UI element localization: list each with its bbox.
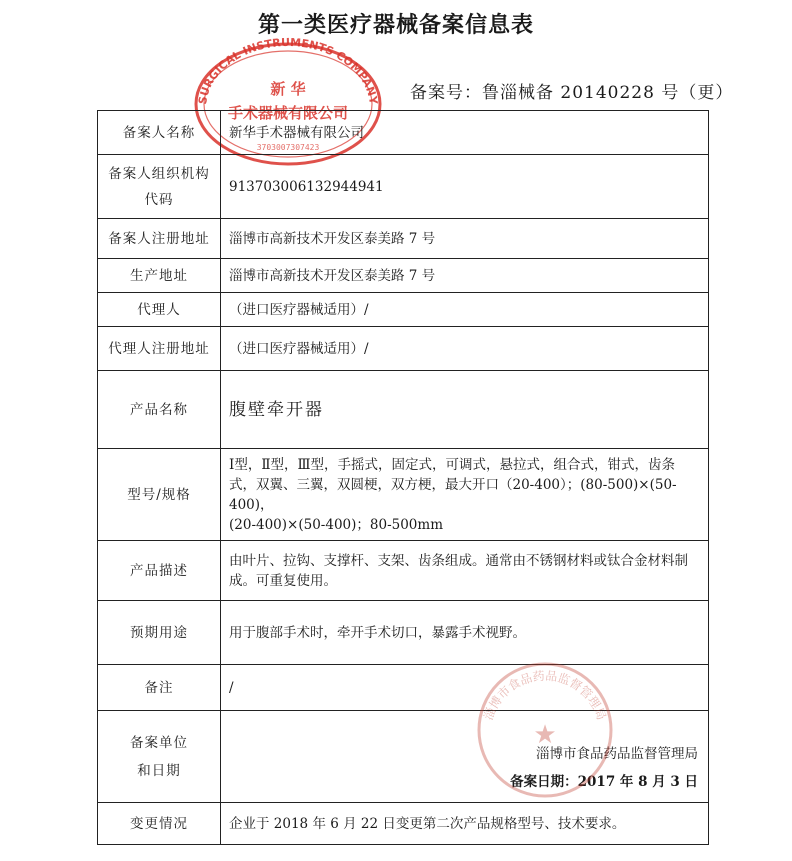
label-model: 型号/规格 xyxy=(98,449,221,541)
label-reg-address: 备案人注册地址 xyxy=(98,219,221,259)
authority-seal xyxy=(470,655,620,805)
authority-seal-text: 淄博市食品药品监督管理局 xyxy=(481,668,609,722)
label-changes: 变更情况 xyxy=(98,803,221,845)
seal-serial: 3703007307423 xyxy=(256,143,320,152)
value-applicant: 新华手术器械有限公司 xyxy=(221,111,709,155)
record-number: 备案号：鲁淄械备 20140228 号（更） xyxy=(410,83,734,103)
row-product-name xyxy=(98,371,709,449)
value-agent-address: （进口医疗器械适用）/ xyxy=(221,327,709,371)
value-model-line2: 式，双翼、三翼，双圆梗，双方梗，最大开口（20-400）；(80-500)×(50-400)， xyxy=(229,476,677,513)
approval-date: 备案日期：2017 年 8 月 3 日 xyxy=(510,773,698,790)
svg-text:淄博市食品药品监督管理局 xyxy=(481,669,609,722)
label-agent: 代理人 xyxy=(98,293,221,327)
seal-ring-text: SURGICAL INSTRUMENTS COMPANY xyxy=(196,35,380,106)
label-org-code xyxy=(98,155,221,219)
label-approval-line2: 和日期 xyxy=(137,762,181,779)
value-description-line1: 由叶片、拉钩、支撑杆、支架、齿条组成。通常由不锈钢材料或钛合金材料制 xyxy=(229,552,688,569)
row-prod-address xyxy=(98,259,709,293)
label-approval-line1: 备案单位 xyxy=(130,734,188,751)
seal-center-top: 新 华 xyxy=(270,80,306,98)
label-org-code-line1: 备案人组织机构 xyxy=(108,165,210,182)
label-product-name: 产品名称 xyxy=(98,371,221,449)
page-title: 第一类医疗器械备案信息表 xyxy=(257,13,534,38)
value-prod-address: 淄博市高新技术开发区泰美路 7 号 xyxy=(221,259,709,293)
value-model-line1: Ⅰ型，Ⅱ型，Ⅲ型，手摇式，固定式，可调式，悬拉式，组合式，钳式，齿条 xyxy=(229,456,676,473)
value-reg-address: 淄博市高新技术开发区泰美路 7 号 xyxy=(221,219,709,259)
value-model-line3: (20-400)×(50-400)；80-500mm xyxy=(229,516,444,533)
row-changes xyxy=(98,803,709,845)
label-org-code-line2: 代码 xyxy=(144,191,174,208)
value-changes: 企业于 2018 年 6 月 22 日变更第二次产品规格型号、技术要求。 xyxy=(221,803,709,845)
seal-star-icon: ★ xyxy=(533,720,557,750)
value-intended-use: 用于腹部手术时，牵开手术切口，暴露手术视野。 xyxy=(221,601,709,665)
label-intended-use: 预期用途 xyxy=(98,601,221,665)
label-applicant: 备案人名称 xyxy=(98,111,221,155)
value-product-name: 腹壁牵开器 xyxy=(221,371,709,449)
label-agent-address: 代理人注册地址 xyxy=(98,327,221,371)
value-description xyxy=(221,541,709,601)
row-agent xyxy=(98,293,709,327)
label-approval xyxy=(98,711,221,803)
label-description: 产品描述 xyxy=(98,541,221,601)
value-model xyxy=(221,449,709,541)
row-reg-address xyxy=(98,219,709,259)
row-applicant xyxy=(98,111,709,155)
row-org-code xyxy=(98,155,709,219)
approval-authority: 淄博市食品药品监督管理局 xyxy=(536,745,698,762)
row-description xyxy=(98,541,709,601)
label-prod-address: 生产地址 xyxy=(98,259,221,293)
row-model xyxy=(98,449,709,541)
row-agent-address xyxy=(98,327,709,371)
value-remarks: / xyxy=(221,665,709,711)
value-description-line2: 成。可重复使用。 xyxy=(229,572,337,589)
value-approval xyxy=(221,711,709,803)
seal-center-bottom: 手术器械有限公司 xyxy=(227,104,349,122)
value-org-code: 913703006132944941 xyxy=(221,155,709,219)
value-agent: （进口医疗器械适用）/ xyxy=(221,293,709,327)
label-remarks: 备注 xyxy=(98,665,221,711)
